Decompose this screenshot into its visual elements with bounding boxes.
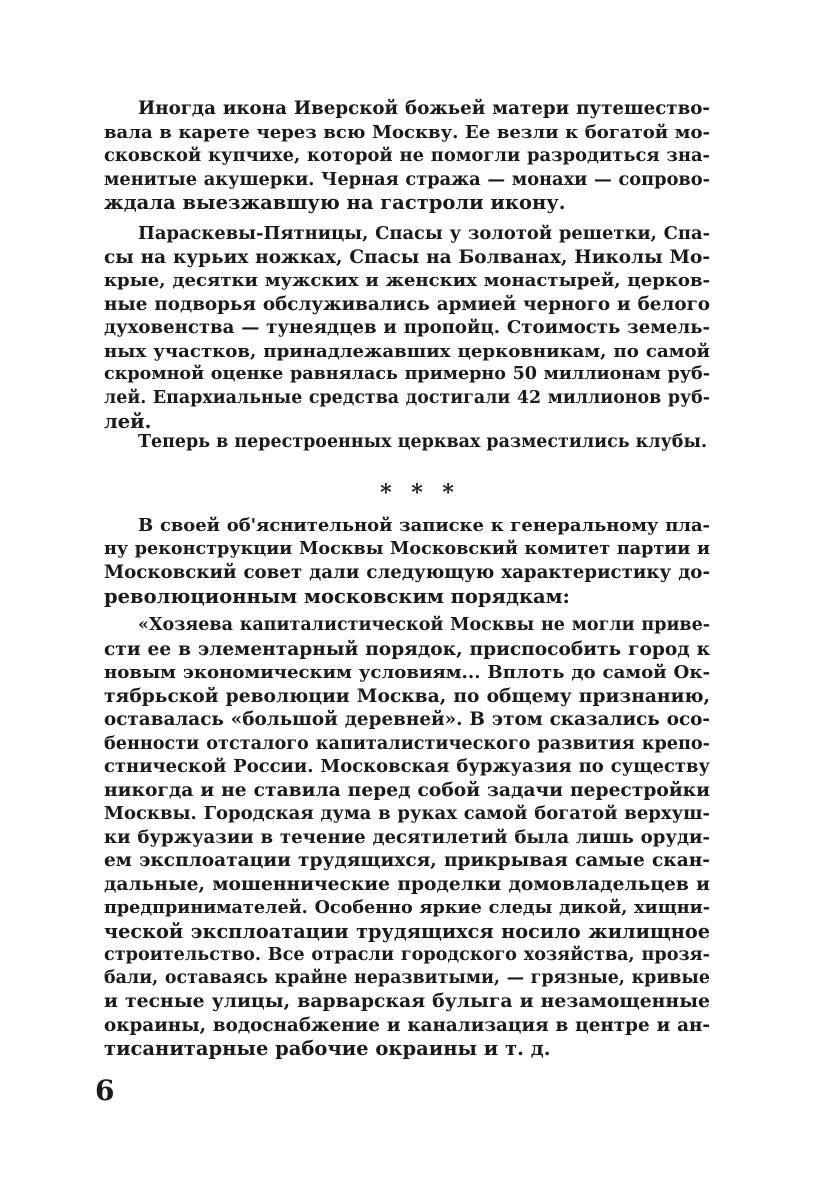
text-line: ческой эксплоатации трудящихся носило жилищное [104,919,710,943]
section-separator: * * * [380,480,460,506]
text-line: Теперь в перестроенных церквах разместились клубы. [138,432,708,452]
text-line: новым экономическим условиям... Вплоть до самой Ок- [104,662,710,683]
text-line: никогда и не ставила перед собой задачи перестройки [104,778,710,801]
page-number: 6 [95,1074,115,1107]
text-line: тисанитарные рабочие окраины и т. д. [104,1037,551,1060]
text-line: стнической России. Московская буржуазия по существу [104,756,710,777]
text-line: духовенства — тунеядцев и пропойц. Стоимость земель- [104,317,710,338]
text-line: окраины, водоснабжение и канализация в центре и ан- [104,1014,710,1036]
text-line: оставалась «большой деревней». В этом сказались осо- [104,709,710,730]
text-line: лей. Епархиальные средства достигали 42 миллионов руб- [104,387,710,408]
text-line: бенности отсталого капиталистического развития крепо- [104,732,710,754]
text-line: ки буржуазии в течение десятилетий была лишь оруди- [104,826,710,848]
text-line: Иногда икона Иверской божьей матери путешество- [138,98,710,119]
text-line: Московский совет дали следующую характеристику до- [104,562,710,583]
text-line: вала в карете через всю Москву. Ее везли к богатой мо- [104,121,710,143]
text-line: менитые акушерки. Черная стража — монахи — сопрово- [104,168,710,190]
paragraph-explanatory-note [104,514,710,608]
text-line: скромной оценке равнялась примерно 50 миллионам руб- [104,364,710,384]
text-line: Москвы. Городская дума в руках самой богатой верхуш- [104,803,710,824]
text-line: В своей об'яснительной записке к генеральному пла- [138,515,710,536]
text-line: строительство. Все отрасли городского хозяйства, прозя- [104,944,710,965]
paragraph-iverskaya-icon [104,97,710,215]
text-line: Параскевы-Пятницы, Спасы у золотой решетки, Спа- [138,223,710,244]
text-line: сы на курьих ножках, Спасы на Болванах, Николы Мо- [104,246,710,268]
paragraph-quotation [104,614,710,1061]
text-line: ные подворья обслуживались армией черного и белого [104,293,710,315]
text-line: ну реконструкции Москвы Московский комитет партии и [104,538,710,559]
text-line: лей. [104,410,152,433]
text-line: тябрьской революции Москва, по общему признанию, [104,684,710,707]
text-line: сковской купчихе, которой не помогли разродиться зна- [104,145,710,166]
text-line: ных участков, принадлежавших церковникам, по самой [104,340,710,362]
text-line: крые, десятки мужских и женских монастырей, церков- [104,270,710,291]
text-line: предпринимателей. Особенно яркие следы дикой, хищни- [104,897,710,918]
text-line: ем эксплоатации трудящихся, прикрывая самые скан- [104,850,710,871]
text-line: сти ее в элементарный порядок, приспособить город к [104,638,710,660]
text-line: «Хозяева капиталистической Москвы не могли приве- [138,615,710,635]
text-line: дальные, мошеннические проделки домовладельцев и [104,872,710,895]
text-line: революционным московским порядкам: [104,584,570,608]
text-line: бали, оставаясь крайне неразвитыми, — грязные, кривые [104,967,710,988]
paragraph-churches-clubs [104,431,710,455]
text-line: ждала выезжавшую на гастроли икону. [104,191,566,214]
paragraph-church-property [104,222,710,434]
text-line: и тесные улицы, варварская булыга и незамощенные [104,990,710,1012]
